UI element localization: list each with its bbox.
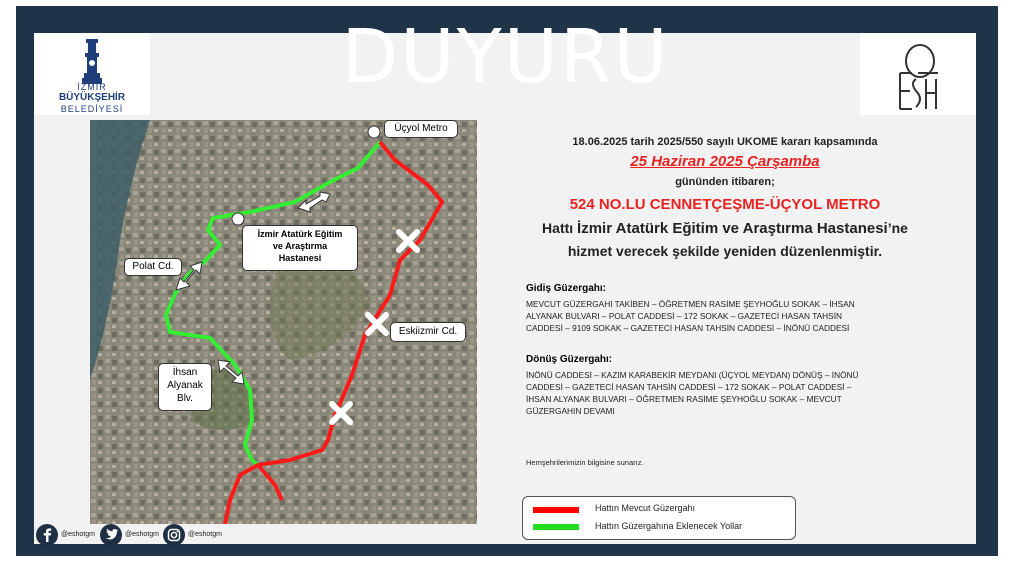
donus-line-2: CADDESİ – GAZETECİ HASAN TAHSİN CADDESİ – 172 SOKAK – POLAT CADDESİ –	[526, 382, 852, 392]
notice-line-1: 18.06.2025 tarih 2025/550 sayılı UKOME kararı kapsamında	[572, 136, 878, 148]
label-hospital-line3: Hastanesi	[278, 253, 322, 263]
gidis-line-1: MEVCUT GÜZERGAHI TAKİBEN – ÖĞRETMEN RASİME ŞEYHOĞLU SOKAK – İHSAN	[526, 299, 855, 309]
legend-existing-label: Hattın Mevcut Güzergahı	[595, 503, 696, 513]
page-title: DUYURU	[341, 14, 670, 100]
gidis-line-3: CADDESİ – 9109 SOKAK – GAZETECİ HASAN TAHSİN CADDESİ – İNÖNÜ CADDESİ	[526, 323, 850, 333]
logo-line-2: BÜYÜKŞEHİR	[58, 92, 126, 103]
logo-line-1: İZMİR	[77, 82, 107, 92]
label-ihsan-line1: İhsan	[172, 367, 198, 378]
donus-line-3: İHSAN ALYANAK BULVARI – ÖĞRETMEN RASİME ŞEYHOĞLU SOKAK – MEVCUT	[526, 394, 842, 404]
label-hospital-line2: ve Araştırma	[272, 241, 328, 251]
legend-existing-swatch	[533, 507, 579, 513]
facebook-icon[interactable]	[36, 524, 58, 546]
legend-added-label: Hattın Güzergahına Eklenecek Yollar	[595, 521, 743, 531]
notice-date: 25 Haziran 2025 Çarşamba	[630, 153, 820, 170]
label-ihsan	[158, 363, 212, 411]
eshot-monogram-icon	[860, 33, 976, 115]
legend	[522, 496, 796, 540]
gidis-line-2: ALYANAK BULVARI – POLAT CADDESİ – 172 SOKAK – GAZETECİ HASAN TAHSİN	[526, 311, 843, 321]
label-hospital	[242, 225, 358, 271]
facebook-handle[interactable]: @eshotgm	[61, 531, 95, 538]
label-ihsan-line3: Blv.	[177, 393, 193, 404]
notice-line-6: hizmet verecek şekilde yeniden düzenlenmiştir.	[567, 243, 883, 259]
donus-line-4: GÜZERGAHIN DEVAMI	[526, 406, 615, 416]
notice-line-5-suffix: ’ne	[887, 220, 908, 236]
label-eskiizmir: Eskiizmir Cd.	[390, 322, 466, 342]
donus-title: Dönüş Güzergahı:	[526, 354, 613, 365]
legend-added-swatch	[533, 524, 579, 530]
logo-line-3: BELEDİYESİ	[60, 104, 124, 114]
notice-line-5-prefix: Hattı	[542, 220, 578, 236]
label-ihsan-line2: Alyanak	[167, 380, 203, 391]
notice-line-5	[490, 220, 960, 237]
instagram-handle[interactable]: @eshotgm	[188, 531, 222, 538]
instagram-icon[interactable]	[163, 524, 185, 546]
donus-line-1: İNÖNÜ CADDESİ – KAZIM KARABEKİR MEYDANI (ÜÇYOL MEYDAN) DÖNÜŞ – İNÖNÜ	[526, 370, 859, 380]
izmir-municipality-logo	[34, 33, 150, 115]
notice-line-3: gününden itibaren;	[675, 176, 775, 188]
footer-note: Hemşehrilerimizin bilgisine sunarız.	[526, 458, 644, 467]
label-hospital-line1: İzmir Atatürk Eğitim	[257, 229, 343, 239]
label-polat: Polat Cd.	[124, 258, 182, 276]
label-ucyol-metro: Üçyol Metro	[384, 120, 458, 138]
twitter-handle[interactable]: @eshotgm	[125, 531, 159, 538]
ucyol-marker	[368, 126, 380, 138]
hospital-marker	[232, 213, 244, 225]
twitter-icon[interactable]	[100, 524, 122, 546]
eshot-logo	[860, 33, 976, 115]
notice-hospital: İzmir Atatürk Eğitim ve Araştırma Hastanesi	[577, 220, 888, 237]
notice-route: 524 NO.LU CENNETÇEŞME-ÜÇYOL METRO	[569, 196, 881, 213]
gidis-title: Gidiş Güzergahı:	[526, 283, 607, 294]
